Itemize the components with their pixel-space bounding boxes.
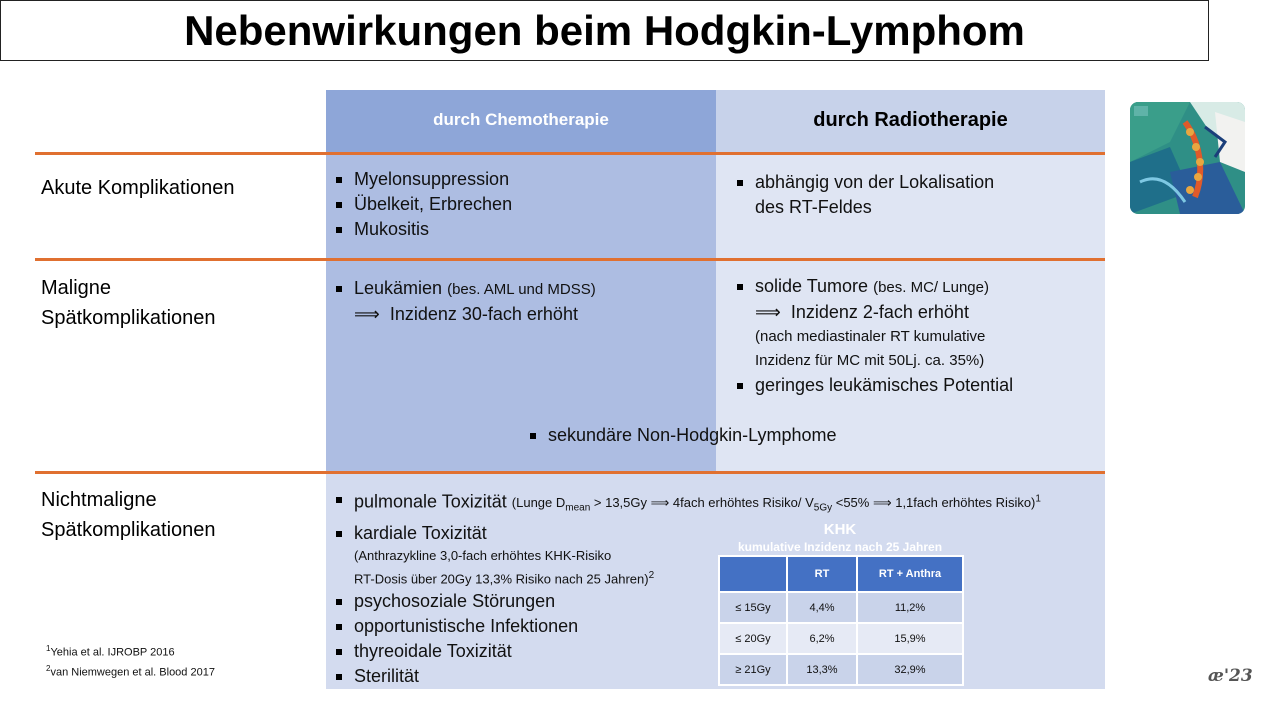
list-item: geringes leukämisches Potential (737, 373, 1013, 398)
arrow-line: ⟹ Inzidenz 2-fach erhöht (755, 302, 969, 322)
row-label-malign: Maligne Spätkomplikationen (41, 277, 216, 329)
khk-table (718, 555, 964, 686)
arrow-line: ⟹ Inzidenz 30-fach erhöht (354, 304, 578, 324)
list-item: kardiale Toxizität (Anthrazykline 3,0-fach erhöhtes KHK-Risiko RT-Dosis über 20Gy 13,3% Risiko nach 25 Jahren)$^2$ (336, 521, 1106, 589)
list-item: solide Tumore (bes. MC/ Lunge) (737, 274, 1013, 300)
footnote: $^2$van Niemwegen et al. Blood 2017 (46, 663, 215, 679)
table-row (719, 654, 963, 685)
column-header-radio: durch Radiotherapie (813, 109, 1008, 131)
list-item: opportunistische Infektionen (336, 614, 1106, 639)
arrow-icon: ⟹ (354, 304, 380, 324)
list-item: psychosoziale Störungen (336, 589, 1106, 614)
khk-subtitle: kumulative Inzidenz nach 25 Jahren (737, 540, 943, 554)
table-row (719, 623, 963, 654)
list-item: Myelonsuppression (336, 167, 512, 192)
table-cell: 13,3% (787, 654, 857, 685)
table-header-row (719, 556, 963, 592)
footnote: $^1$Yehia et al. IJROBP 2016 (46, 644, 175, 659)
table-cell: 6,2% (787, 623, 857, 654)
footnotes (46, 641, 215, 680)
table-cell: ≤ 15Gy (719, 592, 787, 623)
list-item: Übelkeit, Erbrechen (336, 192, 512, 217)
list-item: Mukositis (336, 217, 512, 242)
table-cell: ≥ 21Gy (719, 654, 787, 685)
table-cell: 15,9% (857, 623, 963, 654)
acute-chemo-list (336, 167, 512, 242)
row-divider (35, 258, 1105, 261)
list-item: thyreoidale Toxizität (336, 639, 1106, 664)
table-cell: ≤ 20Gy (719, 623, 787, 654)
row-label-nonmalign: Nichtmaligne Spätkomplikationen (41, 489, 216, 541)
table-cell: 4,4% (787, 592, 857, 623)
malign-radio-block (737, 274, 1013, 398)
signature: æ'23 (1208, 666, 1253, 686)
list-item: Sterilität (336, 664, 1106, 689)
thumbnail-image (1130, 102, 1245, 214)
list-item: Leukämien (bes. AML und MDSS) (336, 276, 596, 302)
slide-title: Nebenwirkungen beim Hodgkin-Lymphom (0, 0, 1209, 61)
malign-shared-list (530, 423, 836, 448)
note: (nach mediastinaler RT kumulative Inzidenz für MC mit 50Lj. ca. 35%) (755, 328, 986, 369)
acute-radio-list (737, 170, 994, 220)
malign-chemo-block (336, 276, 596, 327)
row-label-acute: Akute Komplikationen (41, 177, 235, 199)
column-header-chemo: durch Chemotherapie (433, 110, 609, 129)
table-row (719, 592, 963, 623)
table-header: RT (787, 556, 857, 592)
table-header (719, 556, 787, 592)
arrow-icon: ⟹ (755, 302, 781, 322)
list-item: pulmonale Toxizität (Lunge $D_{mean} > 13,5Gy$ ⟹ 4fach erhöhtes Risiko/ $V_{5Gy} <55\%$ ⟹ 1,1fach erhöhtes Risiko)$^1$ (336, 487, 1106, 521)
row-divider (35, 471, 1105, 474)
table-header: RT + Anthra (857, 556, 963, 592)
list-item: abhängig von der Lokalisation des RT-Feldes (737, 170, 994, 220)
khk-title: KHK (823, 521, 857, 538)
table-cell: 11,2% (857, 592, 963, 623)
table-cell: 32,9% (857, 654, 963, 685)
row-divider (35, 152, 1105, 155)
list-item: sekundäre Non-Hodgkin-Lymphome (530, 423, 836, 448)
